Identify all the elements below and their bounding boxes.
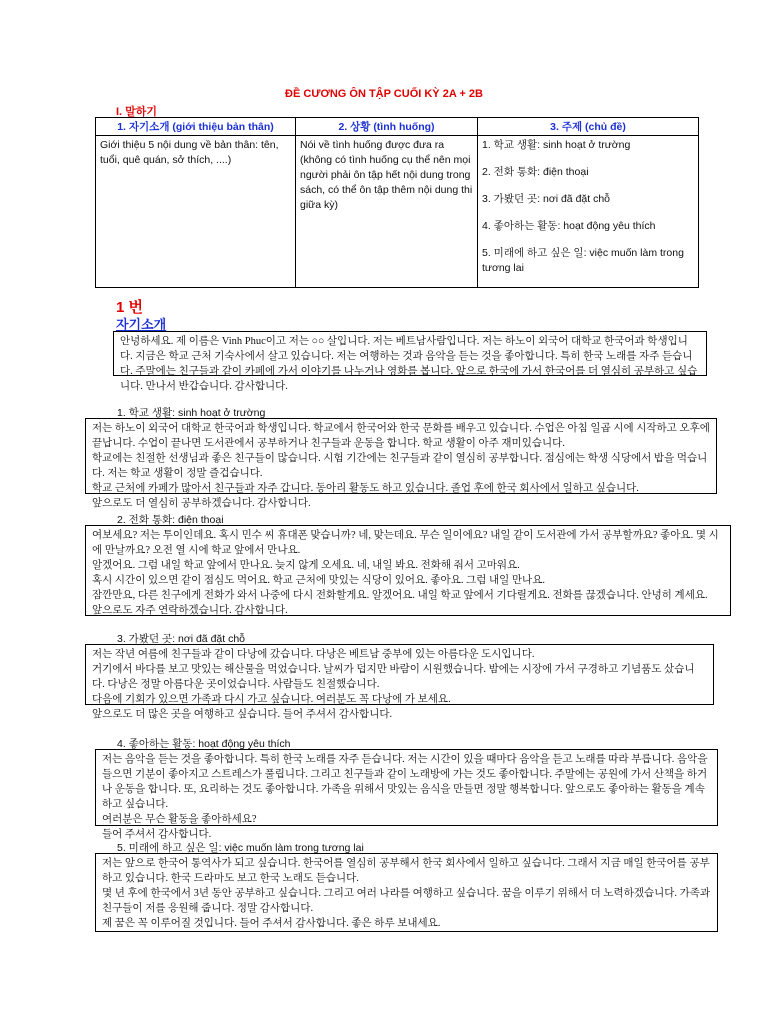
topic-line: 저는 하노이 외국어 대학교 한국어과 학생입니다. 학교에서 한국어와 한국 문화를 배우고 있습니다. 수업은 아침 일곱 시에 시작하고 오후에 끝납니다. 수업이 끝나면 도서관에서 공부하거나 친구들과 운동을 합니다. 학교 생활이 아주 재미있습니다. (92, 423, 710, 449)
topic-1-label: 1. 학교 생활: sinh hoạt ở trường (117, 407, 266, 419)
topic-line: 알겠어요. 그럼 내일 학교 앞에서 만나요. 늦지 않게 오세요. 네, 내일 봐요. 전화해 줘서 고마워요. (92, 560, 520, 571)
topic-list (478, 136, 699, 288)
topic-4-box (95, 749, 718, 840)
header-topic: 3. 주제 (chủ đề) (478, 118, 699, 136)
topic-4-label: 4. 좋아하는 활동: hoạt động yêu thích (117, 738, 291, 750)
topic-line: 제 꿈은 꼭 이루어질 것입니다. 들어 주셔서 감사합니다. 좋은 하루 보내세요. (102, 918, 441, 929)
topic-line: 잠깐만요, 다른 친구에게 전화가 와서 나중에 다시 전화할게요. 알겠어요. 내일 학교 앞에서 기다릴게요. 전화를 끊겠습니다. 안녕히 계세요. (92, 590, 708, 601)
topic-line: 저는 작년 여름에 친구들과 같이 다낭에 갔습니다. 다낭은 베트남 중부에 있는 아름다운 도시입니다. (92, 649, 535, 660)
topic-line: 학교 근처에 카페가 많아서 친구들과 자주 갑니다. 동아리 활동도 하고 있습니다. 졸업 후에 한국 회사에서 일하고 싶습니다. (92, 483, 639, 494)
header-situation: 2. 상황 (tình huống) (296, 118, 478, 136)
intro-paragraph: 안녕하세요. 제 이름은 Vinh Phuc이고 저는 ○○ 살입니다. 저는 베트남사람입니다. 저는 하노이 외국어 대학교 한국어과 학생입니다. 지금은 학교 근처 기숙사에서 살고 있습니다. 저는 여행하는 것과 음악을 듣는 것을 좋아합니다. 특히 한국 노래를 자주 듣습니다. 주말에는 친구들과 같이 카페에 가서 이야기를 나누거나 영화를 봅니다. 앞으로 한국에 가서 한국어를 더 열심히 공부하고 싶습니다. 만나서 반갑습니다. 감사합니다. (120, 336, 698, 392)
topic-line: 들어 주셔서 감사합니다. (102, 829, 212, 840)
topic-3-box (85, 644, 714, 720)
topic-item: 5. 미래에 하고 싶은 일: việc muốn làm trong tương lai (482, 247, 684, 274)
topic-line: 학교에는 친절한 선생님과 좋은 친구들이 많습니다. 시험 기간에는 친구들과 같이 열심히 공부합니다. 점심에는 학생 식당에서 밥을 먹습니다. 저는 학교 생활이 정말 즐겁습니다. (92, 453, 708, 479)
topic-3-label: 3. 가봤던 곳: nơi đã đặt chỗ (117, 633, 246, 645)
topic-line: 여러분은 무슨 활동을 좋아하세요? (102, 814, 257, 825)
intro-text-box (113, 331, 707, 392)
topic-2-label: 2. 전화 통화: điện thoại (117, 514, 224, 526)
section-heading: I. 말하기 (116, 106, 158, 118)
topic-line: 혹시 시간이 있으면 같이 점심도 먹어요. 학교 근처에 맛있는 식당이 있어요. 좋아요. 그럼 내일 만나요. (92, 575, 545, 586)
topic-item: 2. 전화 통화: điện thoại (482, 166, 589, 178)
part-title: 자기소개 (116, 317, 167, 332)
topic-5-label: 5. 미래에 하고 싶은 일: việc muốn làm trong tương lai (117, 842, 364, 854)
topic-line: 저는 앞으로 한국어 통역사가 되고 싶습니다. 한국어를 열심히 공부해서 한국 회사에서 일하고 싶습니다. 그래서 지금 매일 한국어를 공부하고 있습니다. 한국 드라마도 보고 한국 노래도 듣습니다. (102, 858, 710, 884)
part-number: 1 번 (116, 299, 143, 316)
topic-line: 여보세요? 저는 투이인데요. 혹시 민수 씨 휴대폰 맞습니까? 네, 맞는데요. 무슨 일이에요? 내일 같이 도서관에 가서 공부할까요? 좋아요. 몇 시에 만날까요? 오전 열 시에 학교 앞에서 만나요. (92, 530, 719, 556)
topic-line: 거기에서 바다를 보고 맛있는 해산물을 먹었습니다. 날씨가 덥지만 바람이 시원했습니다. 밤에는 시장에 가서 구경하고 기념품도 샀습니다. 다낭은 정말 아름다운 곳이었습니다. 사람들도 친절했습니다. (92, 664, 695, 690)
topic-item: 1. 학교 생활: sinh hoạt ở trường (482, 139, 631, 151)
overview-table (95, 117, 699, 288)
topic-line: 앞으로도 더 많은 곳을 여행하고 싶습니다. 들어 주셔서 감사합니다. (92, 709, 393, 720)
topic-line: 다음에 기회가 있으면 가족과 다시 가고 싶습니다. 여러분도 꼭 다낭에 가 보세요. (92, 694, 451, 705)
topic-item: 4. 좋아하는 활동: hoạt động yêu thích (482, 220, 656, 232)
topic-item: 3. 가봤던 곳: nơi đã đặt chỗ (482, 193, 611, 205)
topic-line: 앞으로도 자주 연락하겠습니다. 감사합니다. (92, 605, 288, 616)
topic-line: 몇 년 후에 한국에서 3년 동안 공부하고 싶습니다. 그리고 여러 나라를 여행하고 싶습니다. 꿈을 이루기 위해서 더 노력하겠습니다. 가족과 친구들이 저를 응원해 줍니다. 정말 감사합니다. (102, 888, 711, 914)
self-intro-desc: Giới thiệu 5 nội dung về bản thân: tên, tuổi, quê quán, sở thích, ....) (96, 136, 296, 288)
document-title: ĐỀ CƯƠNG ÔN TẬP CUỐI KỲ 2A + 2B (285, 88, 483, 100)
topic-5-box (95, 853, 718, 932)
topic-line: 앞으로도 더 열심히 공부하겠습니다. 감사합니다. (92, 498, 311, 509)
topic-2-box (85, 525, 731, 616)
header-self-intro: 1. 자기소개 (giới thiệu bản thân) (96, 118, 296, 136)
situation-desc: Nói về tình huống được đưa ra (không có tình huống cụ thể nên mọi người phải ôn tập hết nội dung trong sách, có thể ôn tập thêm nội dung thi giữa kỳ) (296, 136, 478, 288)
topic-1-box (85, 418, 717, 509)
topic-line: 저는 음악을 듣는 것을 좋아합니다. 특히 한국 노래를 자주 듣습니다. 저는 시간이 있을 때마다 음악을 듣고 노래를 따라 부릅니다. 음악을 들으면 기분이 좋아지고 스트레스가 풀립니다. 그리고 친구들과 같이 노래방에 가는 것도 좋아합니다. 주말에는 공원에 가서 산책을 하거나 운동을 합니다. 또, 요리하는 것도 좋아합니다. 가족을 위해서 맛있는 음식을 만들면 정말 행복합니다. 앞으로도 좋아하는 활동을 계속하고 싶습니다. (102, 754, 708, 810)
